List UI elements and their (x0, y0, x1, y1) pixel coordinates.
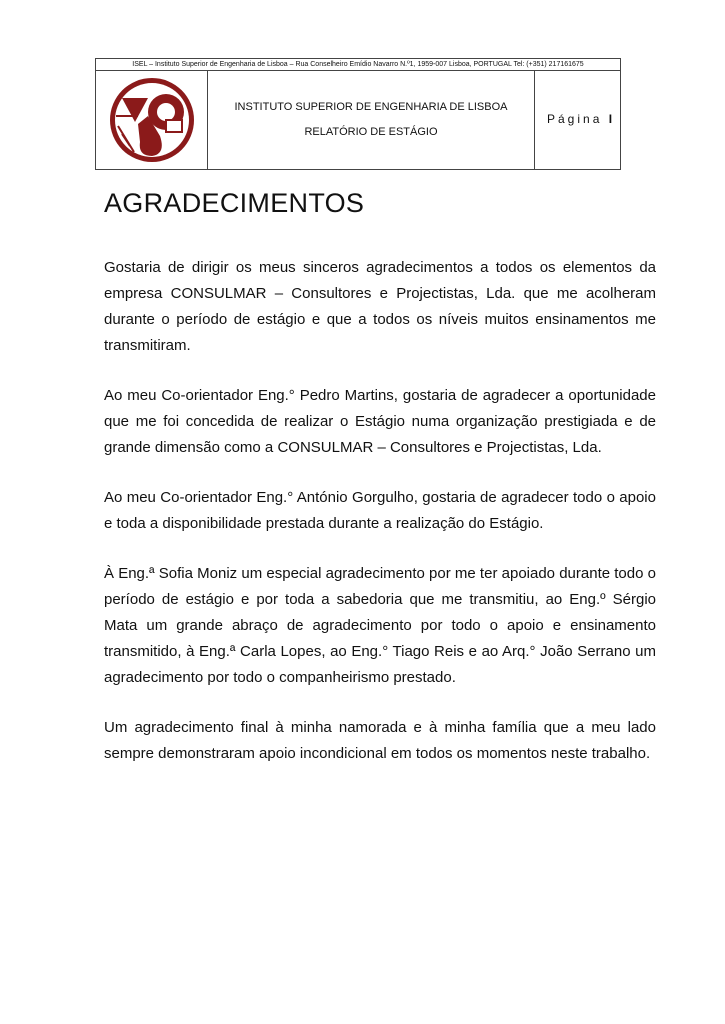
page-title: AGRADECIMENTOS (104, 188, 365, 218)
institution-name: INSTITUTO SUPERIOR DE ENGENHARIA DE LISBOA (234, 101, 508, 113)
paragraph: Gostaria de dirigir os meus sinceros agradecimentos a todos os elementos da empresa CONSULMAR – Consultores e Projectistas, Lda. que me acolheram durante o período de estágio e que a todos os níveis muitos ensinamentos me transmitiram. (104, 259, 656, 354)
page-header (95, 58, 621, 170)
isel-logo (96, 71, 208, 169)
report-type: RELATÓRIO DE ESTÁGIO (304, 126, 438, 138)
body-text (104, 255, 656, 791)
paragraph: Ao meu Co-orientador Eng.° Pedro Martins, gostaria de agradecer a oportunidade que me foi concedida de realizar o Estágio numa organização prestigiada e de grande dimensão como a CONSULMAR – Consultores e Projectistas, Lda. (104, 387, 656, 456)
header-address: ISEL – Instituto Superior de Engenharia de Lisboa – Rua Conselheiro Emídio Navarro N.º1, 1959-007 Lisboa, PORTUGAL Tel: (+351) 217161675 (96, 59, 620, 71)
paragraph: Um agradecimento final à minha namorada e à minha família que a meu lado sempre demonstraram apoio incondicional em todos os momentos neste trabalho. (104, 719, 656, 762)
page-indicator (535, 71, 620, 169)
page-label: Página (547, 112, 603, 126)
page-number: I (608, 112, 616, 126)
paragraph: À Eng.ª Sofia Moniz um especial agradecimento por me ter apoiado durante todo o período de estágio e por toda a sabedoria que me transmitiu, ao Eng.º Sérgio Mata um grande abraço de agradecimento por todo o apoio e ensinamento transmitido, à Eng.ª Carla Lopes, ao Eng.° Tiago Reis e ao Arq.° João Serrano um agradecimento por todo o companheirismo prestado. (104, 565, 656, 686)
paragraph: Ao meu Co-orientador Eng.° António Gorgulho, gostaria de agradecer todo o apoio e toda a disponibilidade prestada durante a realização do Estágio. (104, 489, 656, 532)
